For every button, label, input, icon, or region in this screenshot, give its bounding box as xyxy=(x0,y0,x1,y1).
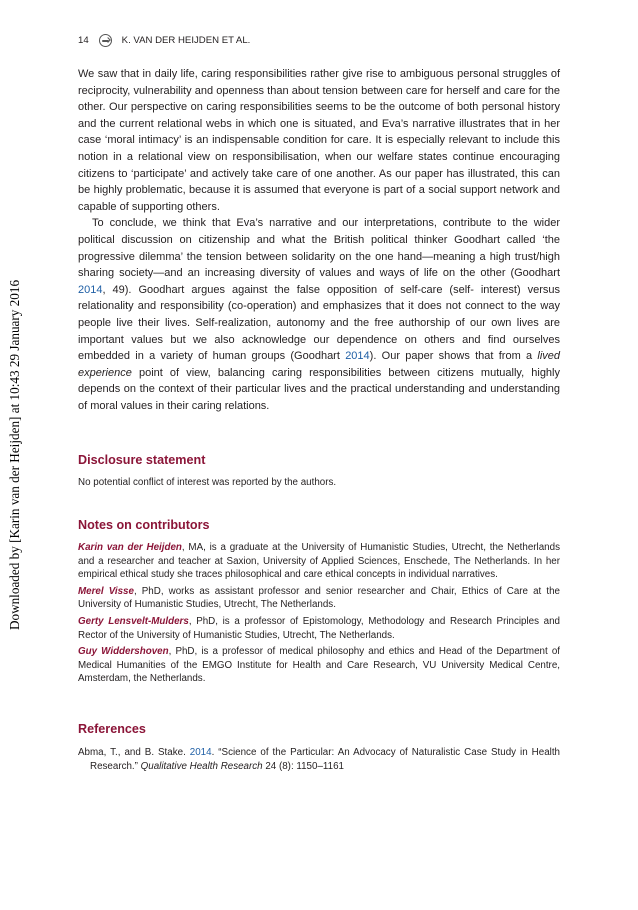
page-number: 14 xyxy=(78,34,89,46)
contributor-bio: , PhD, works as assistant professor and senior researcher and Chair, Ethics of Care at the University of Humanistic Studies, Utrecht, The Netherlands. xyxy=(78,585,560,611)
contributor-name: Guy Widdershoven xyxy=(78,646,169,658)
running-header xyxy=(78,33,250,47)
disclosure-heading: Disclosure statement xyxy=(78,453,206,468)
crossmark-logo-icon xyxy=(99,34,112,47)
running-header-authors: K. VAN DER HEIJDEN ET AL. xyxy=(121,34,251,46)
contributor-bio: , PhD, is a professor of medical philosophy and ethics and Head of the Department of Medical Humanities of the EMGO Institute for Health and Care Research, VU University Medical Centre, Amsterdam, the Netherlands. xyxy=(78,646,560,685)
contributor-bio: , PhD, is a professor of Epistomology, Methodology and Research Principles and Rector of the University of Humanistic Studies, Utrecht, The Netherlands. xyxy=(78,616,561,641)
contributors-heading: Notes on contributors xyxy=(78,518,210,533)
contributor-note xyxy=(78,585,560,612)
article-body xyxy=(78,66,560,773)
reference-authors: Abma, T., and B. Stake. xyxy=(78,747,190,758)
contributor-bio: , MA, is a graduate at the University of Humanistic Studies, Utrecht, the Netherlands and a researcher and teacher at Saxion, University of Applied Sciences, Enschede, The Netherlands. In her empirical ethical study she traces philosophical and care ethical concepts in individual narratives. xyxy=(78,542,560,581)
paragraph-conclusion-text-a: To conclude, we think that Eva’s narrative and our interpretations, contribute to the wider political discussion on citizenship and what the British political thinker Goodhart called ‘the progressive dilemma’ the tension between solidarity on the one hand—meaning a high trust/high sharing society—and an increasing diversity of values and ways of life on the other (Goodhart xyxy=(78,217,560,280)
disclosure-text: No potential conflict of interest was reported by the authors. xyxy=(78,477,337,489)
references-heading: References xyxy=(78,722,146,736)
citation-goodhart-2014-link[interactable]: 2014 xyxy=(345,350,370,363)
contributor-name: Karin van der Heijden xyxy=(78,542,182,554)
paragraph-conclusion-text-d: point of view, balancing caring responsibilities between citizens mutually, highly depends on the context of their particular lives and the practical understanding and understanding of moral values in their caring relations. xyxy=(78,366,560,412)
contributor-note xyxy=(78,541,560,582)
paragraph-caring-responsibilities: We saw that in daily life, caring responsibilities rather give rise to ambiguous personal struggles of reciprocity, vulnerability and openness than about tension between care for herself and care for the other. Our perspective on caring responsibilities seems to be the outcome of both personal history and the current relational webs in which one is situated, and Eva’s narrative illustrates that in her case ‘moral intimacy’ is an indispensable condition for care. It is especially relevant to include this notion in a relational view on responsibilisation, when our welfare states continue encouraging citizens to ‘participate’ and actively take care of one another. As our paper has illustrated, this can be highly problematic, because it is assumed that everyone is part of a social support network and capable of supporting others. xyxy=(78,68,560,213)
reference-year-link[interactable]: 2014 xyxy=(189,747,212,758)
contributor-name: Merel Visse xyxy=(78,585,134,597)
reference-volume-pages: 24 (8): 1150–1161 xyxy=(262,760,344,772)
paragraph-conclusion-text-c: ). Our paper shows that from a xyxy=(369,350,538,363)
reference-title: . “Science of the Particular: An Advocacy of Naturalistic Case Study in Health Research.” xyxy=(90,747,560,772)
reference-entry xyxy=(78,746,560,773)
download-watermark xyxy=(0,0,30,910)
contributor-note xyxy=(78,615,560,642)
emphasis-lived-experience: lived experience xyxy=(78,350,561,379)
download-watermark-text: Downloaded by [Karin van der Heijden] at 10:43 29 January 2016 xyxy=(7,279,22,631)
contributor-note xyxy=(78,645,560,686)
citation-goodhart-2014-link[interactable]: 2014 xyxy=(78,283,103,296)
reference-journal: Qualitative Health Research xyxy=(140,760,263,772)
contributor-name: Gerty Lensvelt-Mulders xyxy=(78,616,189,628)
paragraph-conclusion xyxy=(78,215,560,414)
paragraph-conclusion-text-b: , 49). Goodhart argues against the false opposition of self-care (self- interest) versus relationality and responsibility (co-operation) and emphasizes that it does not connect to the way people live their lives. Self-realization, autonomy and the free authorship of our own lives are important values but we also acknowledge our dependence on others and find ourselves embedded in a variety of human groups (Goodhart xyxy=(78,283,560,363)
